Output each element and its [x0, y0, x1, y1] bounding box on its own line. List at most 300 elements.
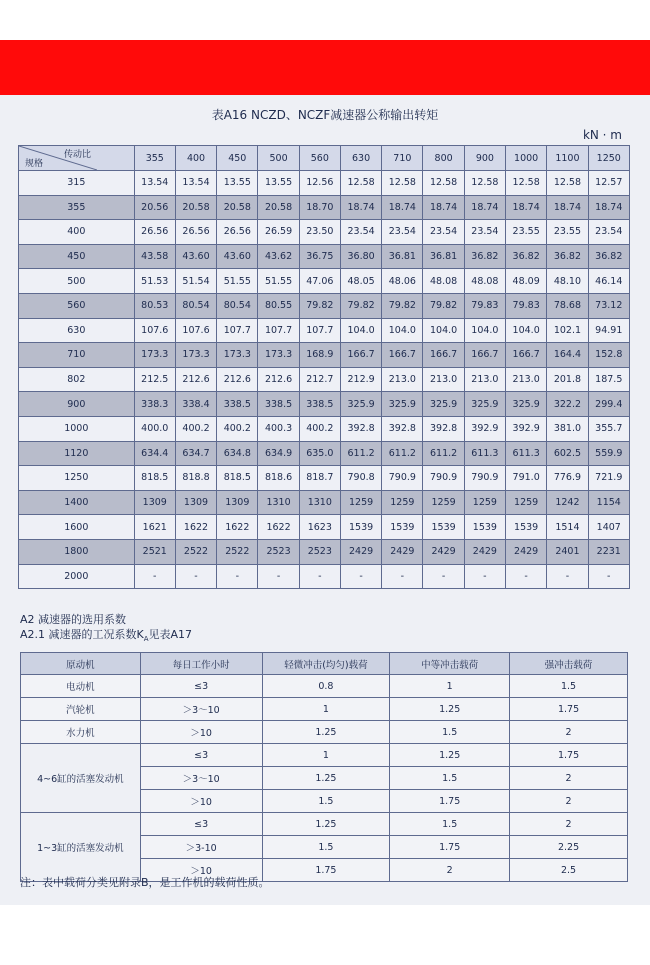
torque-value-cell: - [588, 564, 629, 589]
torque-value-cell: 23.55 [506, 220, 547, 245]
hours-cell: ＞3～10 [140, 767, 262, 790]
hours-cell: ＞3-10 [140, 836, 262, 859]
torque-value-cell: 721.9 [588, 466, 629, 491]
torque-value-cell: 392.8 [423, 416, 464, 441]
torque-value-cell: 2523 [299, 539, 340, 564]
torque-value-cell: 2231 [588, 539, 629, 564]
torque-value-cell: 12.58 [547, 171, 588, 196]
torque-value-cell: 80.55 [258, 293, 299, 318]
torque-value-cell: 79.83 [506, 293, 547, 318]
torque-value-cell: 322.2 [547, 392, 588, 417]
table-row [19, 416, 630, 441]
hours-cell: ≤3 [140, 813, 262, 836]
torque-value-cell: 818.7 [299, 466, 340, 491]
torque-value-cell: 2429 [464, 539, 505, 564]
factor-value-cell: 1 [262, 744, 390, 767]
prime-mover-cell: 水力机 [21, 721, 141, 744]
torque-value-cell: 201.8 [547, 367, 588, 392]
torque-value-cell: 168.9 [299, 343, 340, 368]
torque-value-cell: 12.57 [588, 171, 629, 196]
table-row [19, 515, 630, 540]
torque-value-cell: 79.82 [423, 293, 464, 318]
torque-value-cell: 1539 [506, 515, 547, 540]
torque-value-cell: 611.2 [423, 441, 464, 466]
hours-cell: ＞10 [140, 859, 262, 882]
factor-value-cell: 0.8 [262, 675, 390, 698]
corner-spec-label: 规格 [25, 159, 44, 169]
torque-value-cell: 791.0 [506, 466, 547, 491]
torque-value-cell: 818.8 [175, 466, 216, 491]
section-a21-text: A2.1 减速器的工况系数K [20, 628, 144, 641]
spec-cell: 400 [19, 220, 135, 245]
torque-value-cell: 166.7 [506, 343, 547, 368]
torque-value-cell: 400.2 [175, 416, 216, 441]
torque-value-cell: 36.82 [506, 244, 547, 269]
torque-value-cell: 1259 [382, 490, 423, 515]
torque-value-cell: 36.80 [340, 244, 381, 269]
ratio-header: 800 [423, 146, 464, 171]
torque-value-cell: 2522 [175, 539, 216, 564]
table-row [19, 195, 630, 220]
torque-value-cell: 13.55 [258, 171, 299, 196]
torque-value-cell: 2523 [258, 539, 299, 564]
torque-value-cell: 79.82 [340, 293, 381, 318]
torque-value-cell: 20.58 [175, 195, 216, 220]
torque-value-cell: - [382, 564, 423, 589]
table-row [19, 564, 630, 589]
factor-value-cell: 1.5 [390, 767, 510, 790]
torque-value-cell: 392.8 [340, 416, 381, 441]
torque-value-cell: 36.82 [547, 244, 588, 269]
torque-value-cell: 790.9 [464, 466, 505, 491]
table-row [19, 392, 630, 417]
torque-value-cell: 36.81 [423, 244, 464, 269]
torque-value-cell: 1154 [588, 490, 629, 515]
torque-value-cell: 2522 [217, 539, 258, 564]
torque-value-cell: 325.9 [382, 392, 423, 417]
torque-value-cell: 48.06 [382, 269, 423, 294]
factor-value-cell: 1.25 [262, 767, 390, 790]
torque-value-cell: 634.9 [258, 441, 299, 466]
ratio-header: 355 [134, 146, 175, 171]
factor-value-cell: 2 [510, 790, 628, 813]
table-row [19, 171, 630, 196]
torque-value-cell: 51.55 [217, 269, 258, 294]
torque-value-cell: 26.56 [134, 220, 175, 245]
torque-value-cell: 400.0 [134, 416, 175, 441]
torque-value-cell: 18.74 [464, 195, 505, 220]
torque-value-cell: 2429 [423, 539, 464, 564]
torque-value-cell: 36.82 [588, 244, 629, 269]
torque-value-cell: 790.9 [423, 466, 464, 491]
torque-value-cell: 173.3 [175, 343, 216, 368]
torque-value-cell: 12.58 [506, 171, 547, 196]
torque-value-cell: 1622 [258, 515, 299, 540]
torque-value-cell: 2429 [340, 539, 381, 564]
torque-value-cell: 23.55 [547, 220, 588, 245]
hours-cell: ≤3 [140, 675, 262, 698]
table-row [21, 744, 628, 767]
torque-value-cell: 78.68 [547, 293, 588, 318]
torque-value-cell: 1622 [175, 515, 216, 540]
torque-value-cell: 23.54 [588, 220, 629, 245]
torque-value-cell: 392.9 [464, 416, 505, 441]
torque-value-cell: 1539 [382, 515, 423, 540]
torque-value-cell: 36.81 [382, 244, 423, 269]
table-row [19, 441, 630, 466]
spec-cell: 802 [19, 367, 135, 392]
ratio-header: 630 [340, 146, 381, 171]
factor-value-cell: 1.25 [390, 744, 510, 767]
corner-cell [19, 146, 135, 171]
section-a2-heading: A2 减速器的选用系数 [20, 613, 127, 626]
factor-value-cell: 1.75 [390, 790, 510, 813]
table-row [19, 490, 630, 515]
torque-value-cell: 18.74 [547, 195, 588, 220]
torque-value-cell: 43.60 [175, 244, 216, 269]
torque-value-cell: 18.74 [423, 195, 464, 220]
torque-value-cell: 164.4 [547, 343, 588, 368]
factor-value-cell: 1.75 [390, 836, 510, 859]
torque-value-cell: 818.5 [134, 466, 175, 491]
spec-cell: 710 [19, 343, 135, 368]
torque-value-cell: - [299, 564, 340, 589]
torque-value-cell: 1539 [423, 515, 464, 540]
factor-value-cell: 1.75 [510, 698, 628, 721]
torque-value-cell: 338.5 [258, 392, 299, 417]
spec-cell: 315 [19, 171, 135, 196]
torque-value-cell: 104.0 [340, 318, 381, 343]
factor-value-cell: 2 [390, 859, 510, 882]
prime-mover-cell: 电动机 [21, 675, 141, 698]
factor-value-cell: 1 [390, 675, 510, 698]
torque-value-cell: 1259 [340, 490, 381, 515]
torque-value-cell: 12.58 [382, 171, 423, 196]
torque-value-cell: 1621 [134, 515, 175, 540]
torque-value-cell: 12.58 [340, 171, 381, 196]
torque-value-cell: - [547, 564, 588, 589]
table-row [21, 813, 628, 836]
torque-value-cell: 1622 [217, 515, 258, 540]
factor-header-cell: 中等冲击载荷 [390, 653, 510, 675]
torque-value-cell: - [258, 564, 299, 589]
torque-value-cell: 79.83 [464, 293, 505, 318]
torque-value-cell: 392.8 [382, 416, 423, 441]
torque-value-cell: 790.9 [382, 466, 423, 491]
factor-value-cell: 1.75 [262, 859, 390, 882]
table-row [19, 244, 630, 269]
torque-value-cell: 23.54 [382, 220, 423, 245]
prime-mover-cell: 4~6缸的活塞发动机 [21, 744, 141, 813]
torque-value-cell: 212.6 [217, 367, 258, 392]
torque-value-cell: 20.58 [258, 195, 299, 220]
factor-value-cell: 1.5 [390, 813, 510, 836]
torque-value-cell: 1259 [506, 490, 547, 515]
torque-value-cell: - [217, 564, 258, 589]
torque-value-cell: 1514 [547, 515, 588, 540]
torque-value-cell: 51.55 [258, 269, 299, 294]
torque-value-cell: 43.60 [217, 244, 258, 269]
torque-value-cell: 1309 [134, 490, 175, 515]
torque-value-cell: 23.54 [464, 220, 505, 245]
table-caption: 表A16 NCZD、NCZF减速器公称输出转矩 [211, 108, 439, 122]
spec-cell: 1800 [19, 539, 135, 564]
table-row [19, 367, 630, 392]
torque-value-cell: 43.58 [134, 244, 175, 269]
torque-value-cell: 212.7 [299, 367, 340, 392]
torque-value-cell: 18.74 [382, 195, 423, 220]
torque-value-cell: 355.7 [588, 416, 629, 441]
torque-value-cell: 634.4 [134, 441, 175, 466]
torque-value-cell: - [340, 564, 381, 589]
spec-cell: 1600 [19, 515, 135, 540]
torque-value-cell: 213.0 [506, 367, 547, 392]
torque-value-cell: 18.74 [340, 195, 381, 220]
spec-cell: 355 [19, 195, 135, 220]
ratio-header: 710 [382, 146, 423, 171]
torque-value-cell: 173.3 [217, 343, 258, 368]
torque-value-cell: - [464, 564, 505, 589]
torque-value-cell: 107.6 [175, 318, 216, 343]
torque-value-cell: 104.0 [506, 318, 547, 343]
torque-value-cell: 20.56 [134, 195, 175, 220]
torque-value-cell: 13.54 [175, 171, 216, 196]
torque-value-cell: 79.82 [299, 293, 340, 318]
torque-value-cell: 80.53 [134, 293, 175, 318]
factor-value-cell: 2 [510, 721, 628, 744]
torque-value-cell: 79.82 [382, 293, 423, 318]
torque-value-cell: 400.3 [258, 416, 299, 441]
factor-header-cell: 原动机 [21, 653, 141, 675]
spec-cell: 450 [19, 244, 135, 269]
torque-value-cell: 338.4 [175, 392, 216, 417]
factor-header-cell: 强冲击载荷 [510, 653, 628, 675]
torque-value-cell: 818.5 [217, 466, 258, 491]
torque-value-cell: 46.14 [588, 269, 629, 294]
torque-value-cell: 2521 [134, 539, 175, 564]
table-row [19, 220, 630, 245]
torque-value-cell: 48.08 [464, 269, 505, 294]
torque-value-cell: 1539 [464, 515, 505, 540]
torque-value-cell: 13.55 [217, 171, 258, 196]
factor-value-cell: 2 [510, 767, 628, 790]
torque-value-cell: 12.58 [423, 171, 464, 196]
torque-value-cell: 381.0 [547, 416, 588, 441]
torque-value-cell: 325.9 [340, 392, 381, 417]
torque-value-cell: 559.9 [588, 441, 629, 466]
factor-header-row [21, 653, 628, 675]
torque-value-cell: 18.70 [299, 195, 340, 220]
table-row [21, 721, 628, 744]
torque-value-cell: 1242 [547, 490, 588, 515]
torque-value-cell: 1309 [217, 490, 258, 515]
torque-value-cell: 400.2 [217, 416, 258, 441]
torque-value-cell: 2429 [382, 539, 423, 564]
torque-value-cell: 47.06 [299, 269, 340, 294]
torque-value-cell: 1310 [258, 490, 299, 515]
torque-value-cell: 51.53 [134, 269, 175, 294]
torque-value-cell: 166.7 [423, 343, 464, 368]
hours-cell: ＞10 [140, 721, 262, 744]
torque-value-cell: 212.6 [258, 367, 299, 392]
table-row [21, 675, 628, 698]
torque-value-cell: 166.7 [382, 343, 423, 368]
torque-value-cell: 18.74 [506, 195, 547, 220]
hours-cell: ＞10 [140, 790, 262, 813]
ratio-header: 400 [175, 146, 216, 171]
torque-value-cell: 338.5 [217, 392, 258, 417]
factor-value-cell: 1.25 [262, 813, 390, 836]
torque-value-cell: 2401 [547, 539, 588, 564]
torque-header-row [19, 146, 630, 171]
factor-value-cell: 1.5 [262, 790, 390, 813]
torque-value-cell: 104.0 [464, 318, 505, 343]
torque-value-cell: 12.56 [299, 171, 340, 196]
table-row [19, 269, 630, 294]
torque-value-cell: 20.58 [217, 195, 258, 220]
section-a21-heading [20, 626, 192, 643]
torque-value-cell: 36.75 [299, 244, 340, 269]
torque-value-cell: 102.1 [547, 318, 588, 343]
torque-value-cell: 635.0 [299, 441, 340, 466]
torque-value-cell: 2429 [506, 539, 547, 564]
torque-value-cell: 1259 [423, 490, 464, 515]
torque-value-cell: 73.12 [588, 293, 629, 318]
torque-value-cell: - [423, 564, 464, 589]
factor-value-cell: 1.5 [510, 675, 628, 698]
torque-value-cell: - [134, 564, 175, 589]
torque-value-cell: 611.2 [340, 441, 381, 466]
torque-value-cell: 43.62 [258, 244, 299, 269]
torque-value-cell: 338.5 [299, 392, 340, 417]
hours-cell: ≤3 [140, 744, 262, 767]
torque-value-cell: - [506, 564, 547, 589]
table-row [21, 698, 628, 721]
table-row [19, 539, 630, 564]
torque-value-cell: 338.3 [134, 392, 175, 417]
torque-value-cell: 400.2 [299, 416, 340, 441]
ratio-header: 1100 [547, 146, 588, 171]
spec-cell: 1000 [19, 416, 135, 441]
torque-value-cell: 392.9 [506, 416, 547, 441]
torque-value-cell: 790.8 [340, 466, 381, 491]
factor-value-cell: 2.25 [510, 836, 628, 859]
spec-cell: 500 [19, 269, 135, 294]
torque-value-cell: 1539 [340, 515, 381, 540]
ratio-header: 1250 [588, 146, 629, 171]
hours-cell: ＞3～10 [140, 698, 262, 721]
torque-value-cell: 107.7 [258, 318, 299, 343]
torque-value-cell: 776.9 [547, 466, 588, 491]
torque-value-cell: 13.54 [134, 171, 175, 196]
torque-value-cell: 325.9 [464, 392, 505, 417]
prime-mover-cell: 1~3缸的活塞发动机 [21, 813, 141, 882]
factor-value-cell: 1.25 [390, 698, 510, 721]
factor-value-cell: 1.25 [262, 721, 390, 744]
torque-value-cell: 80.54 [175, 293, 216, 318]
torque-value-cell: 12.58 [464, 171, 505, 196]
torque-value-cell: 23.50 [299, 220, 340, 245]
torque-table [18, 145, 630, 589]
torque-value-cell: 212.9 [340, 367, 381, 392]
torque-value-cell: 212.5 [134, 367, 175, 392]
torque-value-cell: 212.6 [175, 367, 216, 392]
torque-value-cell: 26.59 [258, 220, 299, 245]
spec-cell: 1400 [19, 490, 135, 515]
spec-cell: 1120 [19, 441, 135, 466]
footnote: 注：表中载荷分类见附录B，是工作机的载荷性质。 [20, 876, 270, 889]
torque-value-cell: 36.82 [464, 244, 505, 269]
torque-value-cell: 80.54 [217, 293, 258, 318]
ratio-header: 500 [258, 146, 299, 171]
torque-value-cell: 107.7 [299, 318, 340, 343]
torque-value-cell: - [175, 564, 216, 589]
ratio-header: 450 [217, 146, 258, 171]
torque-value-cell: 48.05 [340, 269, 381, 294]
section-a21-subscript: A [143, 635, 149, 644]
torque-value-cell: 1310 [299, 490, 340, 515]
spec-cell: 900 [19, 392, 135, 417]
torque-value-cell: 634.8 [217, 441, 258, 466]
factor-value-cell: 1.5 [390, 721, 510, 744]
torque-value-cell: 187.5 [588, 367, 629, 392]
torque-value-cell: 1259 [464, 490, 505, 515]
torque-value-cell: 104.0 [382, 318, 423, 343]
torque-value-cell: 152.8 [588, 343, 629, 368]
spec-cell: 630 [19, 318, 135, 343]
table-row [19, 318, 630, 343]
spec-cell: 1250 [19, 466, 135, 491]
torque-value-cell: 107.7 [217, 318, 258, 343]
ratio-header: 1000 [506, 146, 547, 171]
torque-value-cell: 611.2 [382, 441, 423, 466]
table-row [19, 343, 630, 368]
torque-value-cell: 166.7 [464, 343, 505, 368]
torque-value-cell: 602.5 [547, 441, 588, 466]
table-row [19, 466, 630, 491]
torque-value-cell: 325.9 [506, 392, 547, 417]
factor-value-cell: 2.5 [510, 859, 628, 882]
torque-value-cell: 26.56 [175, 220, 216, 245]
torque-value-cell: 23.54 [423, 220, 464, 245]
torque-value-cell: 818.6 [258, 466, 299, 491]
torque-value-cell: 104.0 [423, 318, 464, 343]
torque-value-cell: 48.08 [423, 269, 464, 294]
torque-value-cell: 173.3 [134, 343, 175, 368]
factor-value-cell: 1 [262, 698, 390, 721]
torque-value-cell: 48.10 [547, 269, 588, 294]
torque-value-cell: 634.7 [175, 441, 216, 466]
torque-value-cell: 107.6 [134, 318, 175, 343]
torque-value-cell: 173.3 [258, 343, 299, 368]
torque-value-cell: 1309 [175, 490, 216, 515]
corner-ratio-label: 传动比 [63, 150, 91, 160]
section-a21-tail: 见表A17 [148, 628, 193, 641]
unit-label: kN · m [582, 128, 622, 142]
red-banner [0, 40, 650, 95]
service-factor-table [20, 652, 628, 882]
table-row [19, 293, 630, 318]
torque-value-cell: 166.7 [340, 343, 381, 368]
torque-value-cell: 611.3 [464, 441, 505, 466]
torque-value-cell: 213.0 [464, 367, 505, 392]
torque-value-cell: 213.0 [382, 367, 423, 392]
prime-mover-cell: 汽轮机 [21, 698, 141, 721]
torque-value-cell: 51.54 [175, 269, 216, 294]
torque-value-cell: 213.0 [423, 367, 464, 392]
torque-value-cell: 23.54 [340, 220, 381, 245]
torque-value-cell: 611.3 [506, 441, 547, 466]
